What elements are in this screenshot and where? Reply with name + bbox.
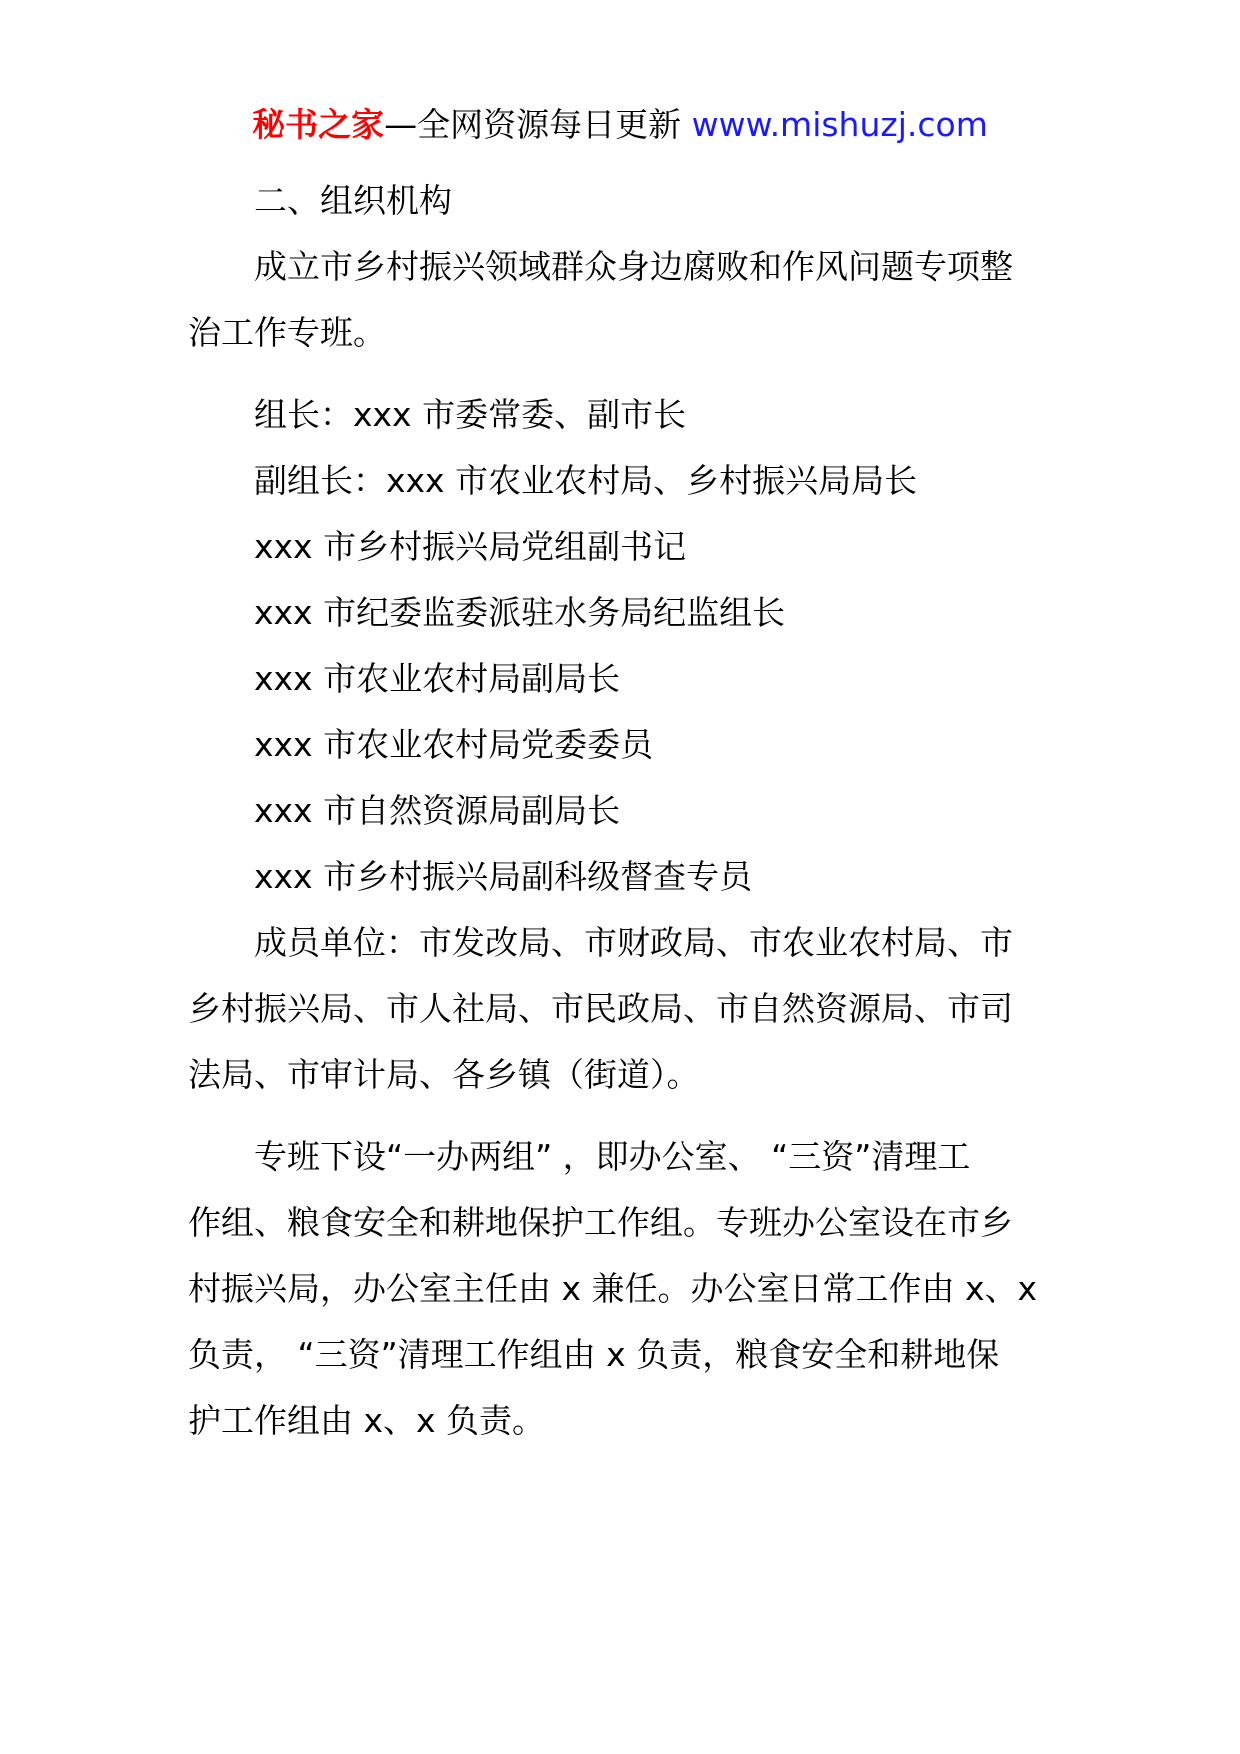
deputy-leader-line: 副组长：xxx 市农业农村局、乡村振兴局局长 xyxy=(254,461,918,500)
paragraph-line: 乡村振兴局、市人社局、市民政局、市自然资源局、市司 xyxy=(188,989,1013,1028)
paragraph-line: 专班下设“一办两组” ，即办公室、 “三资”清理工 xyxy=(254,1137,971,1176)
paragraph-line: 成员单位：市发改局、市财政局、市农业农村局、市 xyxy=(254,923,1013,962)
site-brand: 秘书之家 xyxy=(252,105,385,144)
site-url[interactable]: www.mishuzj.com xyxy=(691,105,988,144)
intro-paragraph xyxy=(188,234,1060,366)
leader-line: 组长：xxx 市委常委、副市长 xyxy=(254,395,687,434)
office-paragraph xyxy=(188,1124,1060,1454)
deputy-leader-line: xxx 市纪委监委派驻水务局纪监组长 xyxy=(254,593,786,632)
paragraph-line: 治工作专班。 xyxy=(188,313,386,352)
paragraph-line: 护工作组由 x、x 负责。 xyxy=(188,1401,546,1440)
paragraph-line: 法局、市审计局、各乡镇（街道）。 xyxy=(188,1055,700,1094)
site-slogan: —全网资源每日更新 xyxy=(384,105,682,144)
deputy-leader-line: xxx 市乡村振兴局副科级督查专员 xyxy=(254,857,753,896)
document-body xyxy=(188,168,1060,1454)
deputy-leader-line: xxx 市农业农村局党委委员 xyxy=(254,725,654,764)
paragraph-line: 成立市乡村振兴领域群众身边腐败和作风问题专项整 xyxy=(254,247,1013,286)
site-header xyxy=(0,100,1240,150)
members-paragraph xyxy=(188,910,1060,1108)
paragraph-line: 村振兴局，办公室主任由 x 兼任。办公室日常工作由 x、x xyxy=(188,1269,1038,1308)
section-title: 二、组织机构 xyxy=(254,181,452,220)
deputy-leader-line: xxx 市自然资源局副局长 xyxy=(254,791,621,830)
paragraph-line: 作组、粮食安全和耕地保护工作组。专班办公室设在市乡 xyxy=(188,1203,1013,1242)
paragraph-line: 负责， “三资”清理工作组由 x 负责，粮食安全和耕地保 xyxy=(188,1335,1000,1374)
deputy-leader-line: xxx 市乡村振兴局党组副书记 xyxy=(254,527,687,566)
deputy-leader-line: xxx 市农业农村局副局长 xyxy=(254,659,621,698)
